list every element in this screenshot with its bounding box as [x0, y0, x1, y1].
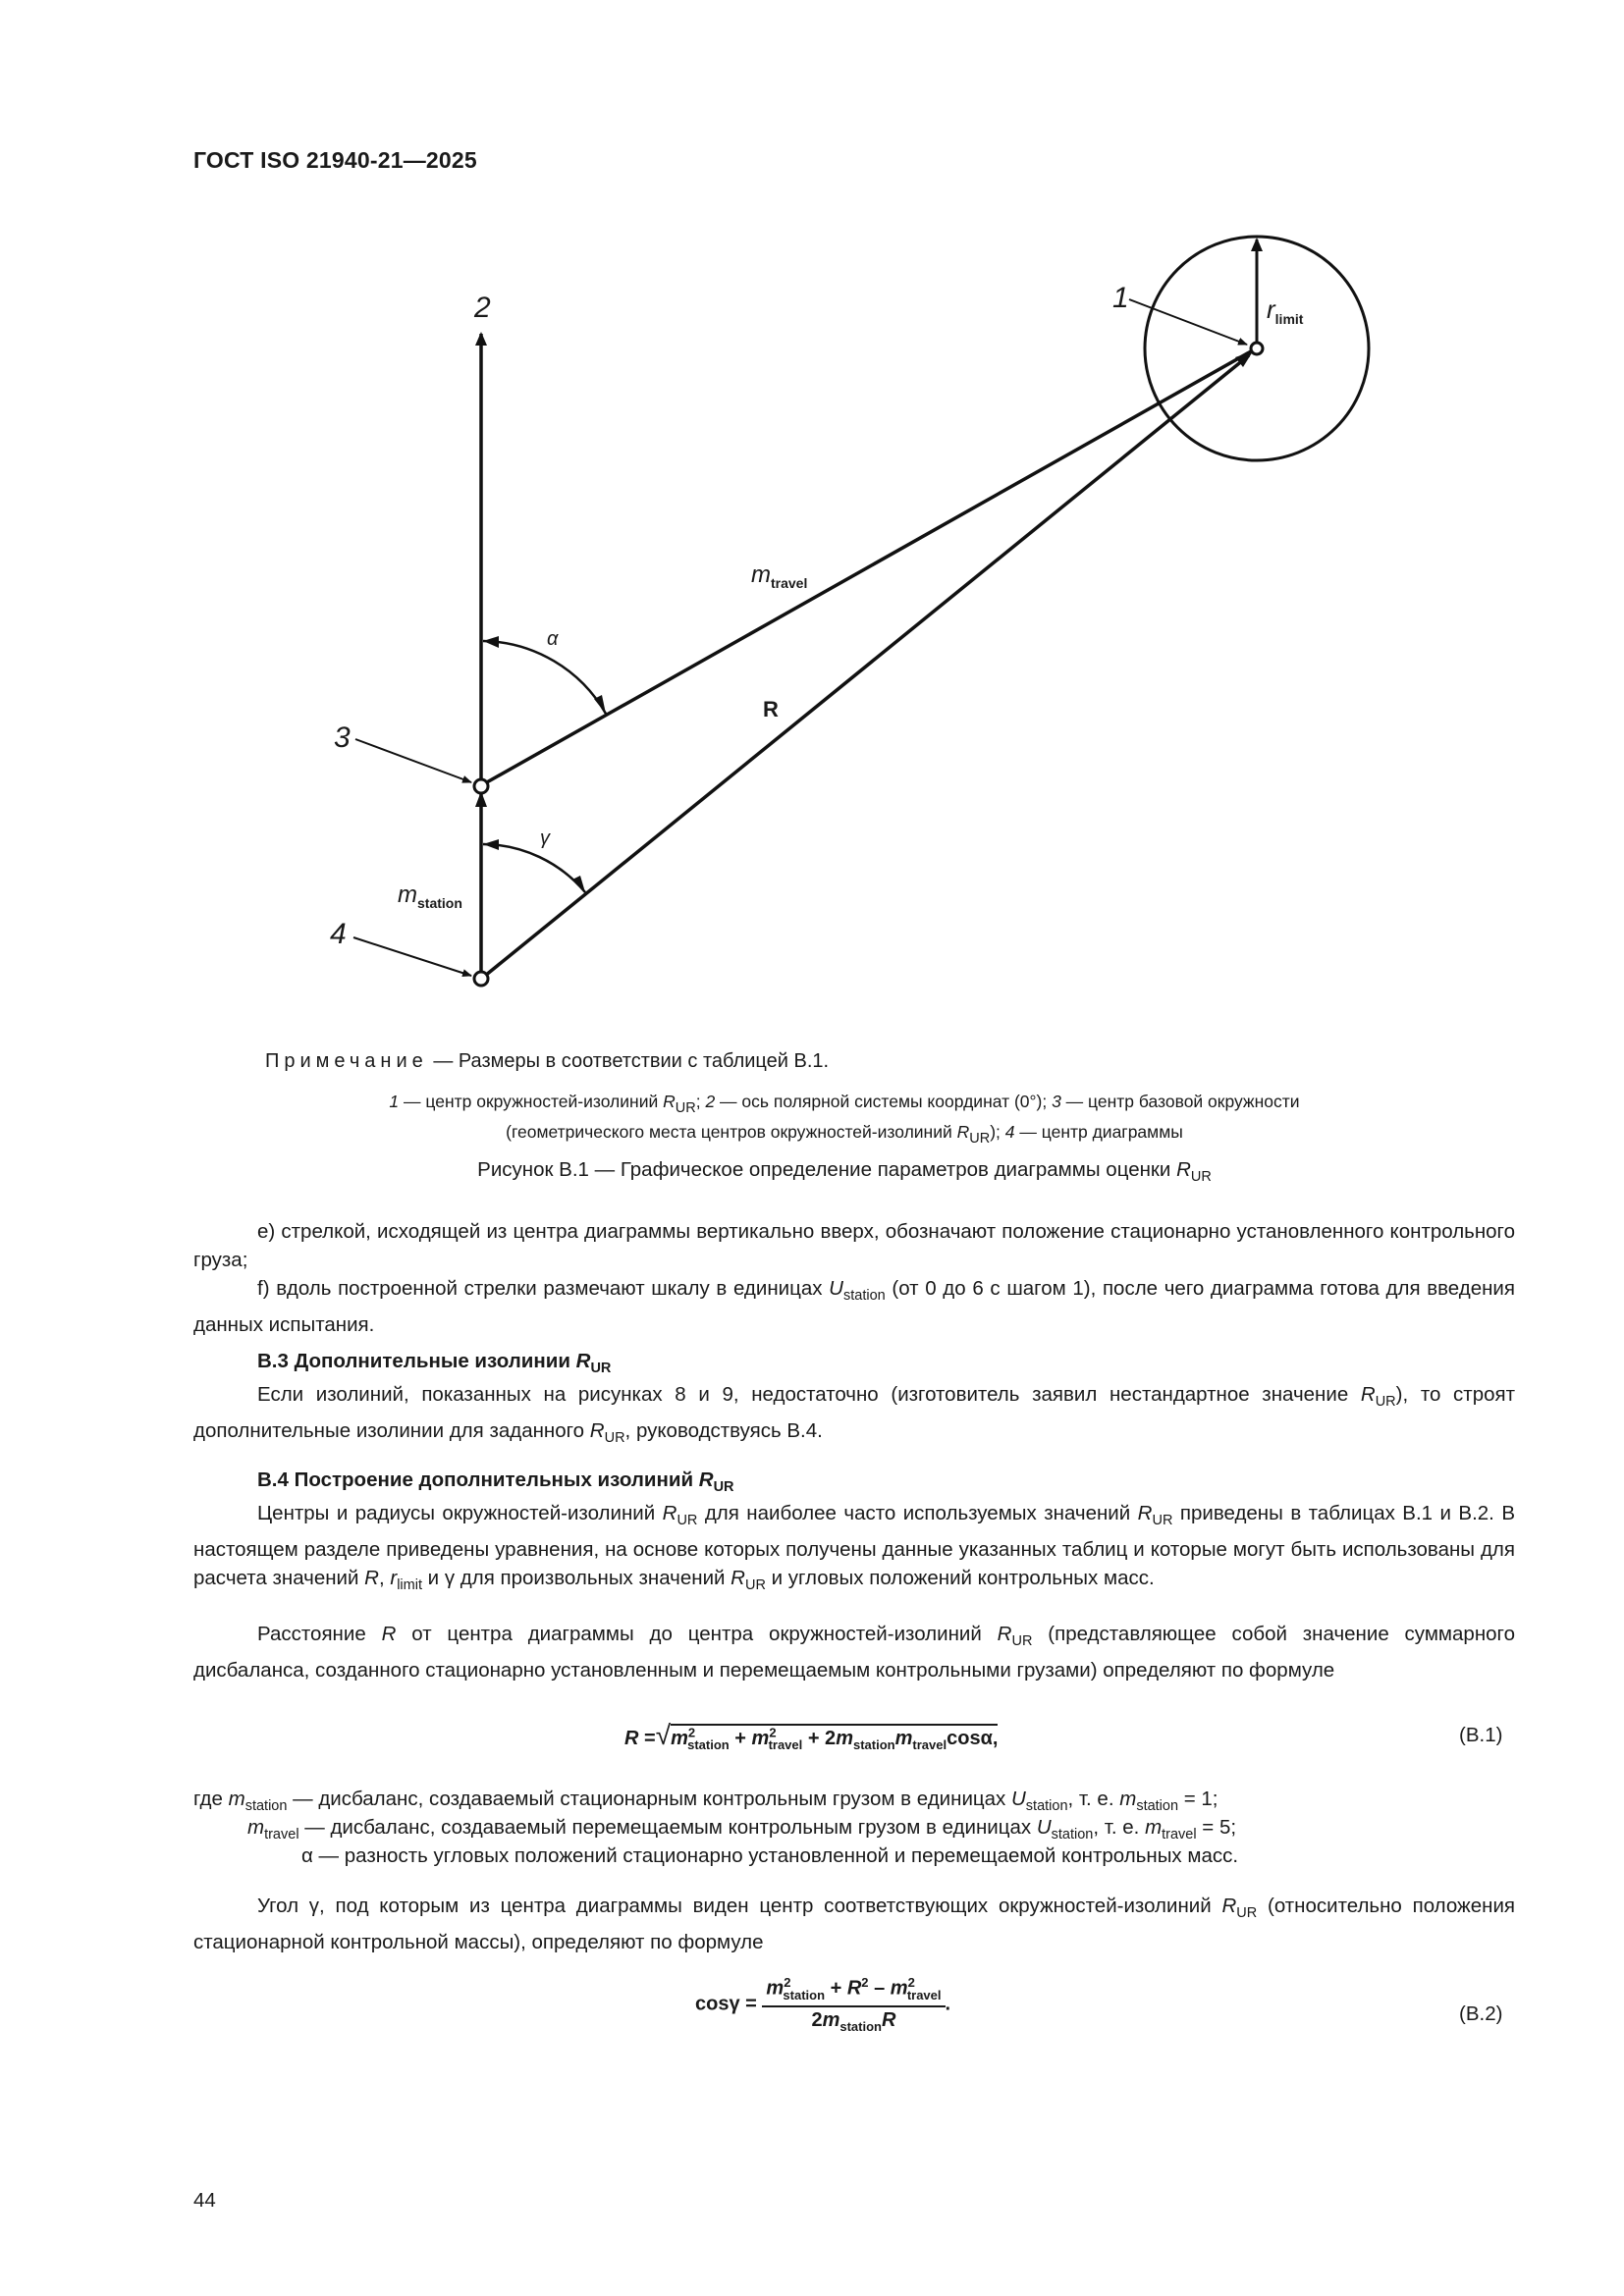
figure-b1-diagram [0, 0, 1624, 1041]
m-station-symbol: $m_{station}$ [398, 881, 462, 911]
item-f: f) вдоль построенной стрелки размечают шкалу в единицах $U_{station}$ (от 0 до 6 с шагом 1), после чего диаграмма готова для введения данных испытания. [193, 1277, 1515, 1336]
formula-b1-number: (В.1) [1459, 1724, 1503, 1746]
section-b3-paragraph: Если изолиний, показанных на рисунках 8 и 9, недостаточно (изготовитель заявил нестандартное значение $R_{UR}$), то строят дополнительные изолинии для заданного $R_{UR}$, руководствуясь В.4. [193, 1383, 1515, 1446]
section-b3-heading: В.3 Дополнительные изолинии $R_{UR}$ [257, 1350, 612, 1376]
m-travel-symbol: $m_{travel}$ [751, 561, 808, 591]
label-1: 1 [1112, 282, 1129, 314]
formula-b2-number: (В.2) [1459, 2002, 1503, 2025]
where-m-travel: $m_{travel}$ — дисбаланс, создаваемый перемещаемым контрольным грузом в единицах $U_{station}$, т. е. $m_{travel} = 5$; [247, 1816, 1237, 1842]
m-travel-line [485, 351, 1251, 783]
formula-b2: cosγ = $\frac{m^2_{station} + R^2 - m^2_{travel}}{2m_{station}R}$ . [695, 1975, 951, 2034]
gamma-paragraph: Угол γ, под которым из центра диаграммы виден центр соответствующих окружностей-изолиний $R_{UR}$ (относительно положения стационарной контрольной массы), определяют по формуле [193, 1895, 1515, 1953]
legend-line-2: (геометрического места центров окружностей-изолиний $R_{UR}$); 4 — центр диаграммы [506, 1122, 1183, 1147]
figure-caption: Рисунок В.1 — Графическое определение параметров диаграммы оценки $R_{UR}$ [477, 1158, 1212, 1185]
legend-line-1: 1 — центр окружностей-изолиний $R_{UR}$; 2 — ось полярной системы координат (0°); 3 — центр базовой окружности [389, 1092, 1300, 1116]
label-2: 2 [474, 292, 491, 324]
label-4: 4 [330, 918, 347, 950]
page-number: 44 [193, 2189, 216, 2212]
r-symbol: R [763, 697, 779, 721]
where-m-station: где $m_{station}$ — дисбаланс, создаваемый стационарным контрольным грузом в единицах $U_{station}$, т. е. $m_{station} = 1$; [193, 1788, 1218, 1814]
label-3: 3 [334, 721, 351, 754]
alpha-symbol: α [547, 628, 559, 650]
point-4-marker [474, 972, 488, 986]
section-b4-paragraph-2: Расстояние R от центра диаграммы до центра окружностей-изолиний $R_{UR}$ (представляющее собой значение суммарного дисбаланса, созданного стационарно установленным и перемещаемым контрольными грузами) определяют по формуле [193, 1623, 1515, 1682]
document-header: ГОСТ ISO 21940-21—2025 [193, 147, 477, 173]
point-1-marker [1251, 343, 1263, 354]
alpha-arc [483, 641, 606, 714]
point-3-marker [474, 779, 488, 793]
formula-b1: $R =√m^2_{station} + m^2_{travel} + 2m_{station}m_{travel}\cos\alpha$, [624, 1720, 999, 1752]
section-b4-heading: В.4 Построение дополнительных изолиний $R_{UR}$ [257, 1468, 734, 1495]
figure-legend [187, 1090, 1502, 1150]
where-alpha: α — разность угловых положений стационарно установленной и перемещаемой контрольных масс. [301, 1844, 1239, 1867]
figure-note: Примечание — Размеры в соответствии с таблицей В.1. [265, 1050, 830, 1072]
gamma-arc [483, 844, 585, 892]
section-b4-paragraph-1: Центры и радиусы окружностей-изолиний $R_{UR}$ для наиболее часто используемых значений $R_{UR}$ приведены в таблицах В.1 и В.2. В настоящем разделе приведены уравнения, на основе которых получены данные указанных таблиц и которые могут быть использованы для расчета значений R, $r_{limit}$ и γ для произвольных значений $R_{UR}$ и угловых положений контрольных масс. [193, 1502, 1515, 1593]
item-e: е) стрелкой, исходящей из центра диаграммы вертикально вверх, обозначают положение стационарно установленного контрольного груза; [193, 1220, 1515, 1271]
gamma-symbol: γ [540, 828, 550, 849]
r-limit-symbol: $r_{limit}$ [1267, 294, 1304, 328]
r-line [485, 355, 1249, 976]
